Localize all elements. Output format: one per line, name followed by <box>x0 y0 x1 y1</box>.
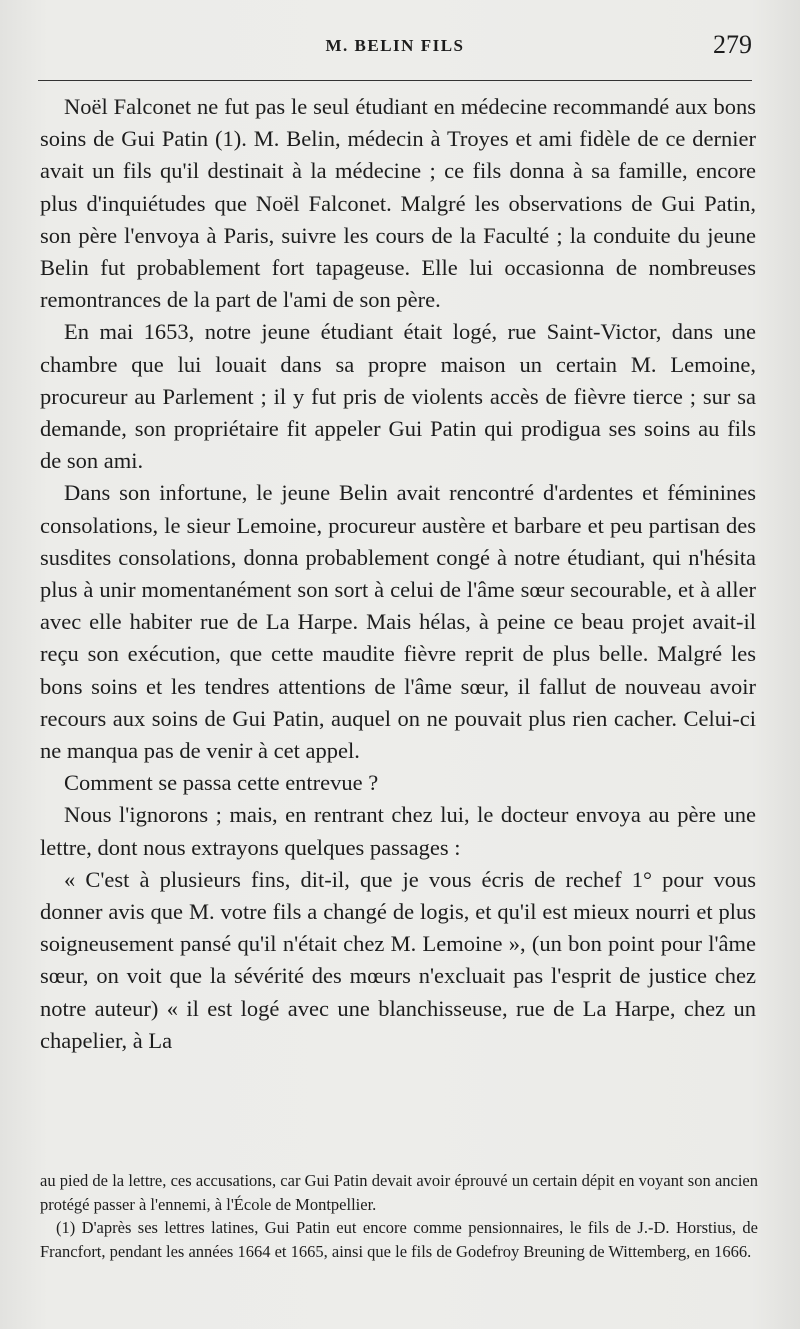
page-number: 279 <box>713 30 752 59</box>
footnotes <box>40 1169 758 1263</box>
footnote-continuation: au pied de la lettre, ces accusations, car Gui Patin devait avoir éprouvé un certain dépit en voyant son ancien protégé passer à l'ennemi, à l'École de Montpellier. <box>40 1171 758 1214</box>
running-head <box>38 30 752 66</box>
paragraph-infortune: Dans son infortune, le jeune Belin avait rencontré d'ardentes et féminines consolations, le sieur Lemoine, procureur austère et barbare et peu partisan des susdites consolations, donna probablement congé à notre étudiant, qui n'hésita plus à unir momentanément son sort à celui de l'âme sœur secourable, et à aller avec elle habiter rue de La Harpe. Mais hélas, à peine ce beau projet avait-il reçu son exécution, que cette maudite fièvre reprit de plus belle. Malgré les bons soins et les tendres attentions de l'âme sœur, il fallut de nouveau avoir recours aux soins de Gui Patin, auquel on ne pouvait plus rien cacher. Celui-ci ne manqua pas de venir à cet appel. <box>40 480 756 764</box>
paragraph-lettre: Nous l'ignorons ; mais, en rentrant chez lui, le docteur envoya au père une lettre, dont nous extrayons quelques passages : <box>40 802 756 860</box>
header-rule <box>38 80 752 81</box>
body-text <box>40 91 756 1057</box>
footnote-1: (1) D'après ses lettres latines, Gui Patin eut encore comme pensionnaires, le fils de J.-D. Horstius, de Francfort, pendant les années 1664 et 1665, ainsi que le fils de Godefroy Breuning de Wittemberg, en 1666. <box>40 1218 758 1261</box>
paragraph-entrevue: Comment se passa cette entrevue ? <box>64 770 379 796</box>
paragraph-belin-intro: Noël Falconet ne fut pas le seul étudiant en médecine recommandé aux bons soins de Gui Patin (1). M. Belin, médecin à Troyes et ami fidèle de ce dernier avait un fils qu'il destinait à la médecine ; ce fils donna à sa famille, encore plus d'inquiétudes que Noël Falconet. Malgré les observations de Gui Patin, son père l'envoya à Paris, suivre les cours de la Faculté ; la conduite du jeune Belin fut probablement fort tapageuse. Elle lui occasionna de nombreuses remontrances de la part de l'ami de son père. <box>40 94 756 313</box>
running-title: M. BELIN FILS <box>325 36 465 55</box>
paragraph-quotation: « C'est à plusieurs fins, dit-il, que je vous écris de rechef 1° pour vous donner avis que M. votre fils a changé de logis, et qu'il est mieux nourri et plus soigneusement pansé qu'il n'était chez M. Lemoine », (un bon point pour l'âme sœur, on voit que la sévérité des mœurs n'excluait pas l'esprit de justice chez notre auteur) « il est logé avec une blanchisseuse, rue de La Harpe, chez un chapelier, à La <box>40 866 756 1053</box>
paragraph-may-1653: En mai 1653, notre jeune étudiant était logé, rue Saint-Victor, dans une chambre que lui louait dans sa propre maison un certain M. Lemoine, procureur au Parlement ; il y fut pris de violents accès de fièvre tierce ; sur sa demande, son propriétaire fit appeler Gui Patin qui prodigua ses soins au fils de son ami. <box>40 319 756 474</box>
